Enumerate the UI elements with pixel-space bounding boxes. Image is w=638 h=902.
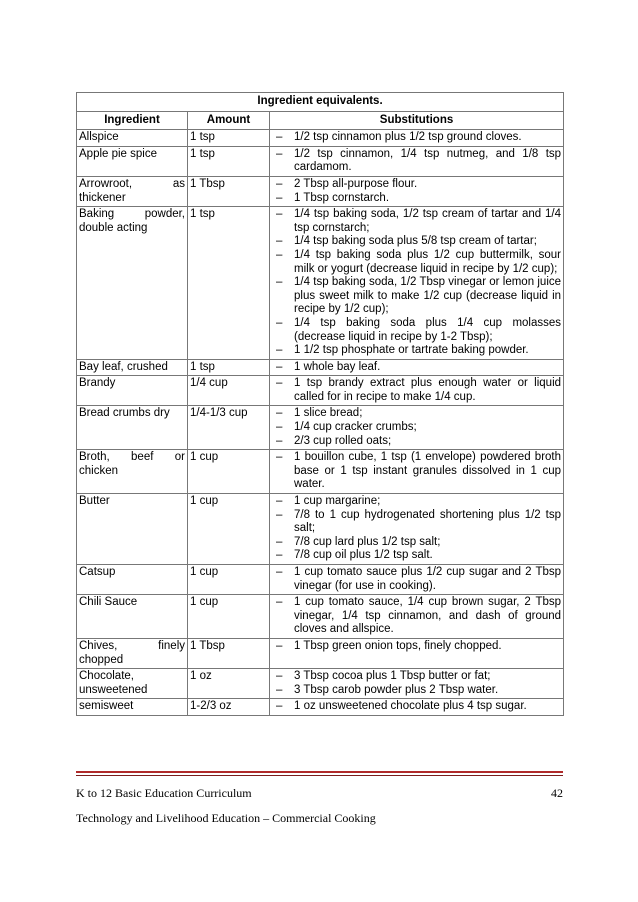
table-row	[77, 359, 564, 376]
ingredient-cell: Chives, finely chopped	[77, 638, 188, 668]
ingredient-cell: Baking powder, double acting	[77, 207, 188, 360]
substitutions-cell	[270, 595, 564, 639]
table-row	[77, 207, 564, 360]
table-row	[77, 406, 564, 450]
table-row	[77, 130, 564, 147]
substitution-item	[272, 276, 561, 317]
bullet-dash: –	[276, 177, 283, 190]
header-substitutions: Substitutions	[270, 111, 564, 130]
table-row	[77, 638, 564, 668]
substitution-text: 7/8 to 1 cup hydrogenated shortening plus 1/2 tsp salt;	[294, 508, 562, 535]
bullet-dash: –	[276, 208, 283, 221]
bullet-dash: –	[276, 495, 283, 508]
bullet-dash: –	[276, 639, 283, 652]
ingredient-cell: Catsup	[77, 565, 188, 595]
bullet-dash: –	[276, 670, 283, 683]
table-row	[77, 146, 564, 176]
substitutions-cell	[270, 406, 564, 450]
footer-rule-bottom	[76, 775, 563, 776]
amount-cell: 1 tsp	[188, 146, 270, 176]
substitution-text: 1 cup margarine;	[294, 495, 381, 508]
bullet-dash: –	[276, 508, 283, 521]
amount-cell: 1-2/3 oz	[188, 699, 270, 716]
table-body	[77, 130, 564, 716]
substitutions-cell	[270, 207, 564, 360]
substitution-item	[272, 208, 561, 235]
substitution-list	[272, 495, 561, 563]
substitution-text: 2 Tbsp all-purpose flour.	[294, 177, 418, 190]
substitution-text: 1/4 tsp baking soda plus 1/2 cup buttermilk, sour milk or yogurt (decrease liquid in recipe by 1/2 cup);	[294, 248, 562, 275]
substitution-text: 1/4 tsp baking soda plus 5/8 tsp cream of tartar;	[294, 235, 537, 248]
amount-cell: 1 cup	[188, 494, 270, 565]
substitution-text: 1 bouillon cube, 1 tsp (1 envelope) powdered broth base or 1 tsp instant granules dissolved in 1 cup water.	[294, 451, 562, 491]
table-row	[77, 595, 564, 639]
substitution-item	[272, 407, 561, 421]
table-row	[77, 699, 564, 716]
substitution-item	[272, 509, 561, 536]
substitution-list	[272, 596, 561, 637]
substitutions-cell	[270, 130, 564, 147]
substitution-item	[272, 596, 561, 637]
footer-curriculum-text: K to 12 Basic Education Curriculum	[76, 786, 252, 800]
bullet-dash: –	[276, 377, 283, 390]
bullet-dash: –	[276, 407, 283, 420]
substitution-list	[272, 377, 561, 404]
ingredient-cell: Chili Sauce	[77, 595, 188, 639]
substitution-item	[272, 148, 561, 175]
amount-cell: 1/4-1/3 cup	[188, 406, 270, 450]
substitution-text: 7/8 cup oil plus 1/2 tsp salt.	[294, 549, 433, 562]
ingredient-cell: semisweet	[77, 699, 188, 716]
substitution-text: 1 slice bread;	[294, 407, 363, 420]
ingredient-cell: Butter	[77, 494, 188, 565]
substitutions-cell	[270, 146, 564, 176]
substitution-list	[272, 208, 561, 358]
footer-rule-top	[76, 771, 563, 773]
footer-curriculum	[76, 786, 563, 801]
bullet-dash: –	[276, 147, 283, 160]
substitution-text: 1/2 tsp cinnamon plus 1/2 tsp ground cloves.	[294, 131, 522, 144]
amount-cell: 1 tsp	[188, 130, 270, 147]
bullet-dash: –	[276, 235, 283, 248]
ingredient-cell: Bread crumbs dry	[77, 406, 188, 450]
substitution-text: 1/4 tsp baking soda plus 1/4 cup molasses (decrease liquid in recipe by 1-2 Tbsp);	[294, 316, 562, 343]
substitution-item	[272, 344, 561, 358]
amount-cell: 1 Tbsp	[188, 176, 270, 206]
substitution-text: 1/4 tsp baking soda, 1/2 tsp cream of tartar and 1/4 tsp cornstarch;	[294, 208, 562, 234]
substitution-item	[272, 131, 561, 145]
bullet-dash: –	[276, 131, 283, 144]
substitution-item	[272, 192, 561, 206]
substitution-item	[272, 178, 561, 192]
amount-cell: 1 tsp	[188, 359, 270, 376]
substitution-text: 1/4 tsp baking soda, 1/2 Tbsp vinegar or lemon juice plus sweet milk to make 1/2 cup (decrease liquid in recipe by 1/2 cup);	[294, 276, 562, 316]
substitution-list	[272, 566, 561, 593]
substitution-text: 2/3 cup rolled oats;	[294, 434, 392, 447]
amount-cell: 1 oz	[188, 669, 270, 699]
substitutions-cell	[270, 494, 564, 565]
substitution-item	[272, 421, 561, 435]
table-row	[77, 669, 564, 699]
ingredient-cell: Apple pie spice	[77, 146, 188, 176]
substitutions-cell	[270, 638, 564, 668]
bullet-dash: –	[276, 360, 283, 373]
substitution-item	[272, 435, 561, 449]
bullet-dash: –	[276, 535, 283, 548]
substitution-item	[272, 317, 561, 344]
bullet-dash: –	[276, 549, 283, 562]
substitution-item	[272, 361, 561, 375]
substitution-item	[272, 536, 561, 550]
ingredient-equivalents-table	[76, 92, 564, 716]
substitution-item	[272, 377, 561, 404]
amount-cell: 1 cup	[188, 450, 270, 494]
ingredient-cell: Broth, beef or chicken	[77, 450, 188, 494]
substitution-list	[272, 131, 561, 145]
amount-cell: 1 cup	[188, 565, 270, 595]
substitution-list	[272, 640, 561, 654]
bullet-dash: –	[276, 191, 283, 204]
substitution-list	[272, 148, 561, 175]
substitution-text: 1 tsp brandy extract plus enough water or liquid called for in recipe to make 1/4 cup.	[294, 377, 562, 403]
table-title: Ingredient equivalents.	[77, 93, 564, 112]
bullet-dash: –	[276, 683, 283, 696]
substitution-text: 3 Tbsp carob powder plus 2 Tbsp water.	[294, 683, 499, 696]
bullet-dash: –	[276, 421, 283, 434]
substitution-item	[272, 566, 561, 593]
table-row	[77, 176, 564, 206]
ingredient-cell: Allspice	[77, 130, 188, 147]
substitution-list	[272, 407, 561, 448]
substitutions-cell	[270, 565, 564, 595]
bullet-dash: –	[276, 434, 283, 447]
substitutions-cell	[270, 669, 564, 699]
substitution-text: 1 1/2 tsp phosphate or tartrate baking powder.	[294, 344, 529, 357]
substitution-list	[272, 451, 561, 492]
table-row	[77, 565, 564, 595]
substitutions-cell	[270, 359, 564, 376]
substitution-text: 7/8 cup lard plus 1/2 tsp salt;	[294, 535, 441, 548]
substitution-list	[272, 178, 561, 205]
substitution-item	[272, 640, 561, 654]
substitution-text: 1 cup tomato sauce plus 1/2 cup sugar and 2 Tbsp vinegar (for use in cooking).	[294, 566, 562, 592]
substitutions-cell	[270, 376, 564, 406]
amount-cell: 1/4 cup	[188, 376, 270, 406]
substitution-item	[272, 249, 561, 276]
bullet-dash: –	[276, 451, 283, 464]
substitution-list	[272, 670, 561, 697]
amount-cell: 1 tsp	[188, 207, 270, 360]
amount-cell: 1 cup	[188, 595, 270, 639]
substitutions-cell	[270, 699, 564, 716]
ingredient-cell: Brandy	[77, 376, 188, 406]
substitution-item	[272, 495, 561, 509]
table-row	[77, 494, 564, 565]
bullet-dash: –	[276, 566, 283, 578]
footer-subject: Technology and Livelihood Education – Commercial Cooking	[76, 811, 376, 825]
substitution-text: 1 cup tomato sauce, 1/4 cup brown sugar, 2 Tbsp vinegar, 1/4 tsp cinnamon, and dash of ground cloves and allspice.	[294, 596, 562, 636]
substitution-text: 3 Tbsp cocoa plus 1 Tbsp butter or fat;	[294, 670, 491, 683]
bullet-dash: –	[276, 596, 283, 609]
substitution-item	[272, 549, 561, 563]
bullet-dash: –	[276, 248, 283, 261]
substitution-item	[272, 235, 561, 249]
substitution-text: 1 Tbsp green onion tops, finely chopped.	[294, 639, 502, 652]
amount-cell: 1 Tbsp	[188, 638, 270, 668]
substitution-text: 1 whole bay leaf.	[294, 360, 381, 373]
substitution-list	[272, 361, 561, 375]
bullet-dash: –	[276, 700, 283, 713]
ingredient-cell: Chocolate, unsweetened	[77, 669, 188, 699]
substitution-item	[272, 700, 561, 714]
substitutions-cell	[270, 176, 564, 206]
table-row	[77, 450, 564, 494]
substitution-item	[272, 670, 561, 684]
ingredient-cell: Arrowroot, as thickener	[77, 176, 188, 206]
bullet-dash: –	[276, 276, 283, 289]
bullet-dash: –	[276, 344, 283, 357]
substitution-text: 1/4 cup cracker crumbs;	[294, 421, 417, 434]
header-amount: Amount	[188, 111, 270, 130]
substitution-text: 1 Tbsp cornstarch.	[294, 191, 390, 204]
table-row	[77, 376, 564, 406]
page-number: 42	[551, 786, 563, 800]
substitution-list	[272, 700, 561, 714]
substitution-item	[272, 451, 561, 492]
substitutions-cell	[270, 450, 564, 494]
ingredient-cell: Bay leaf, crushed	[77, 359, 188, 376]
substitution-item	[272, 684, 561, 698]
header-ingredient: Ingredient	[77, 111, 188, 130]
bullet-dash: –	[276, 316, 283, 329]
substitution-text: 1/2 tsp cinnamon, 1/4 tsp nutmeg, and 1/8 tsp cardamom.	[294, 147, 562, 174]
substitution-text: 1 oz unsweetened chocolate plus 4 tsp sugar.	[294, 700, 527, 713]
